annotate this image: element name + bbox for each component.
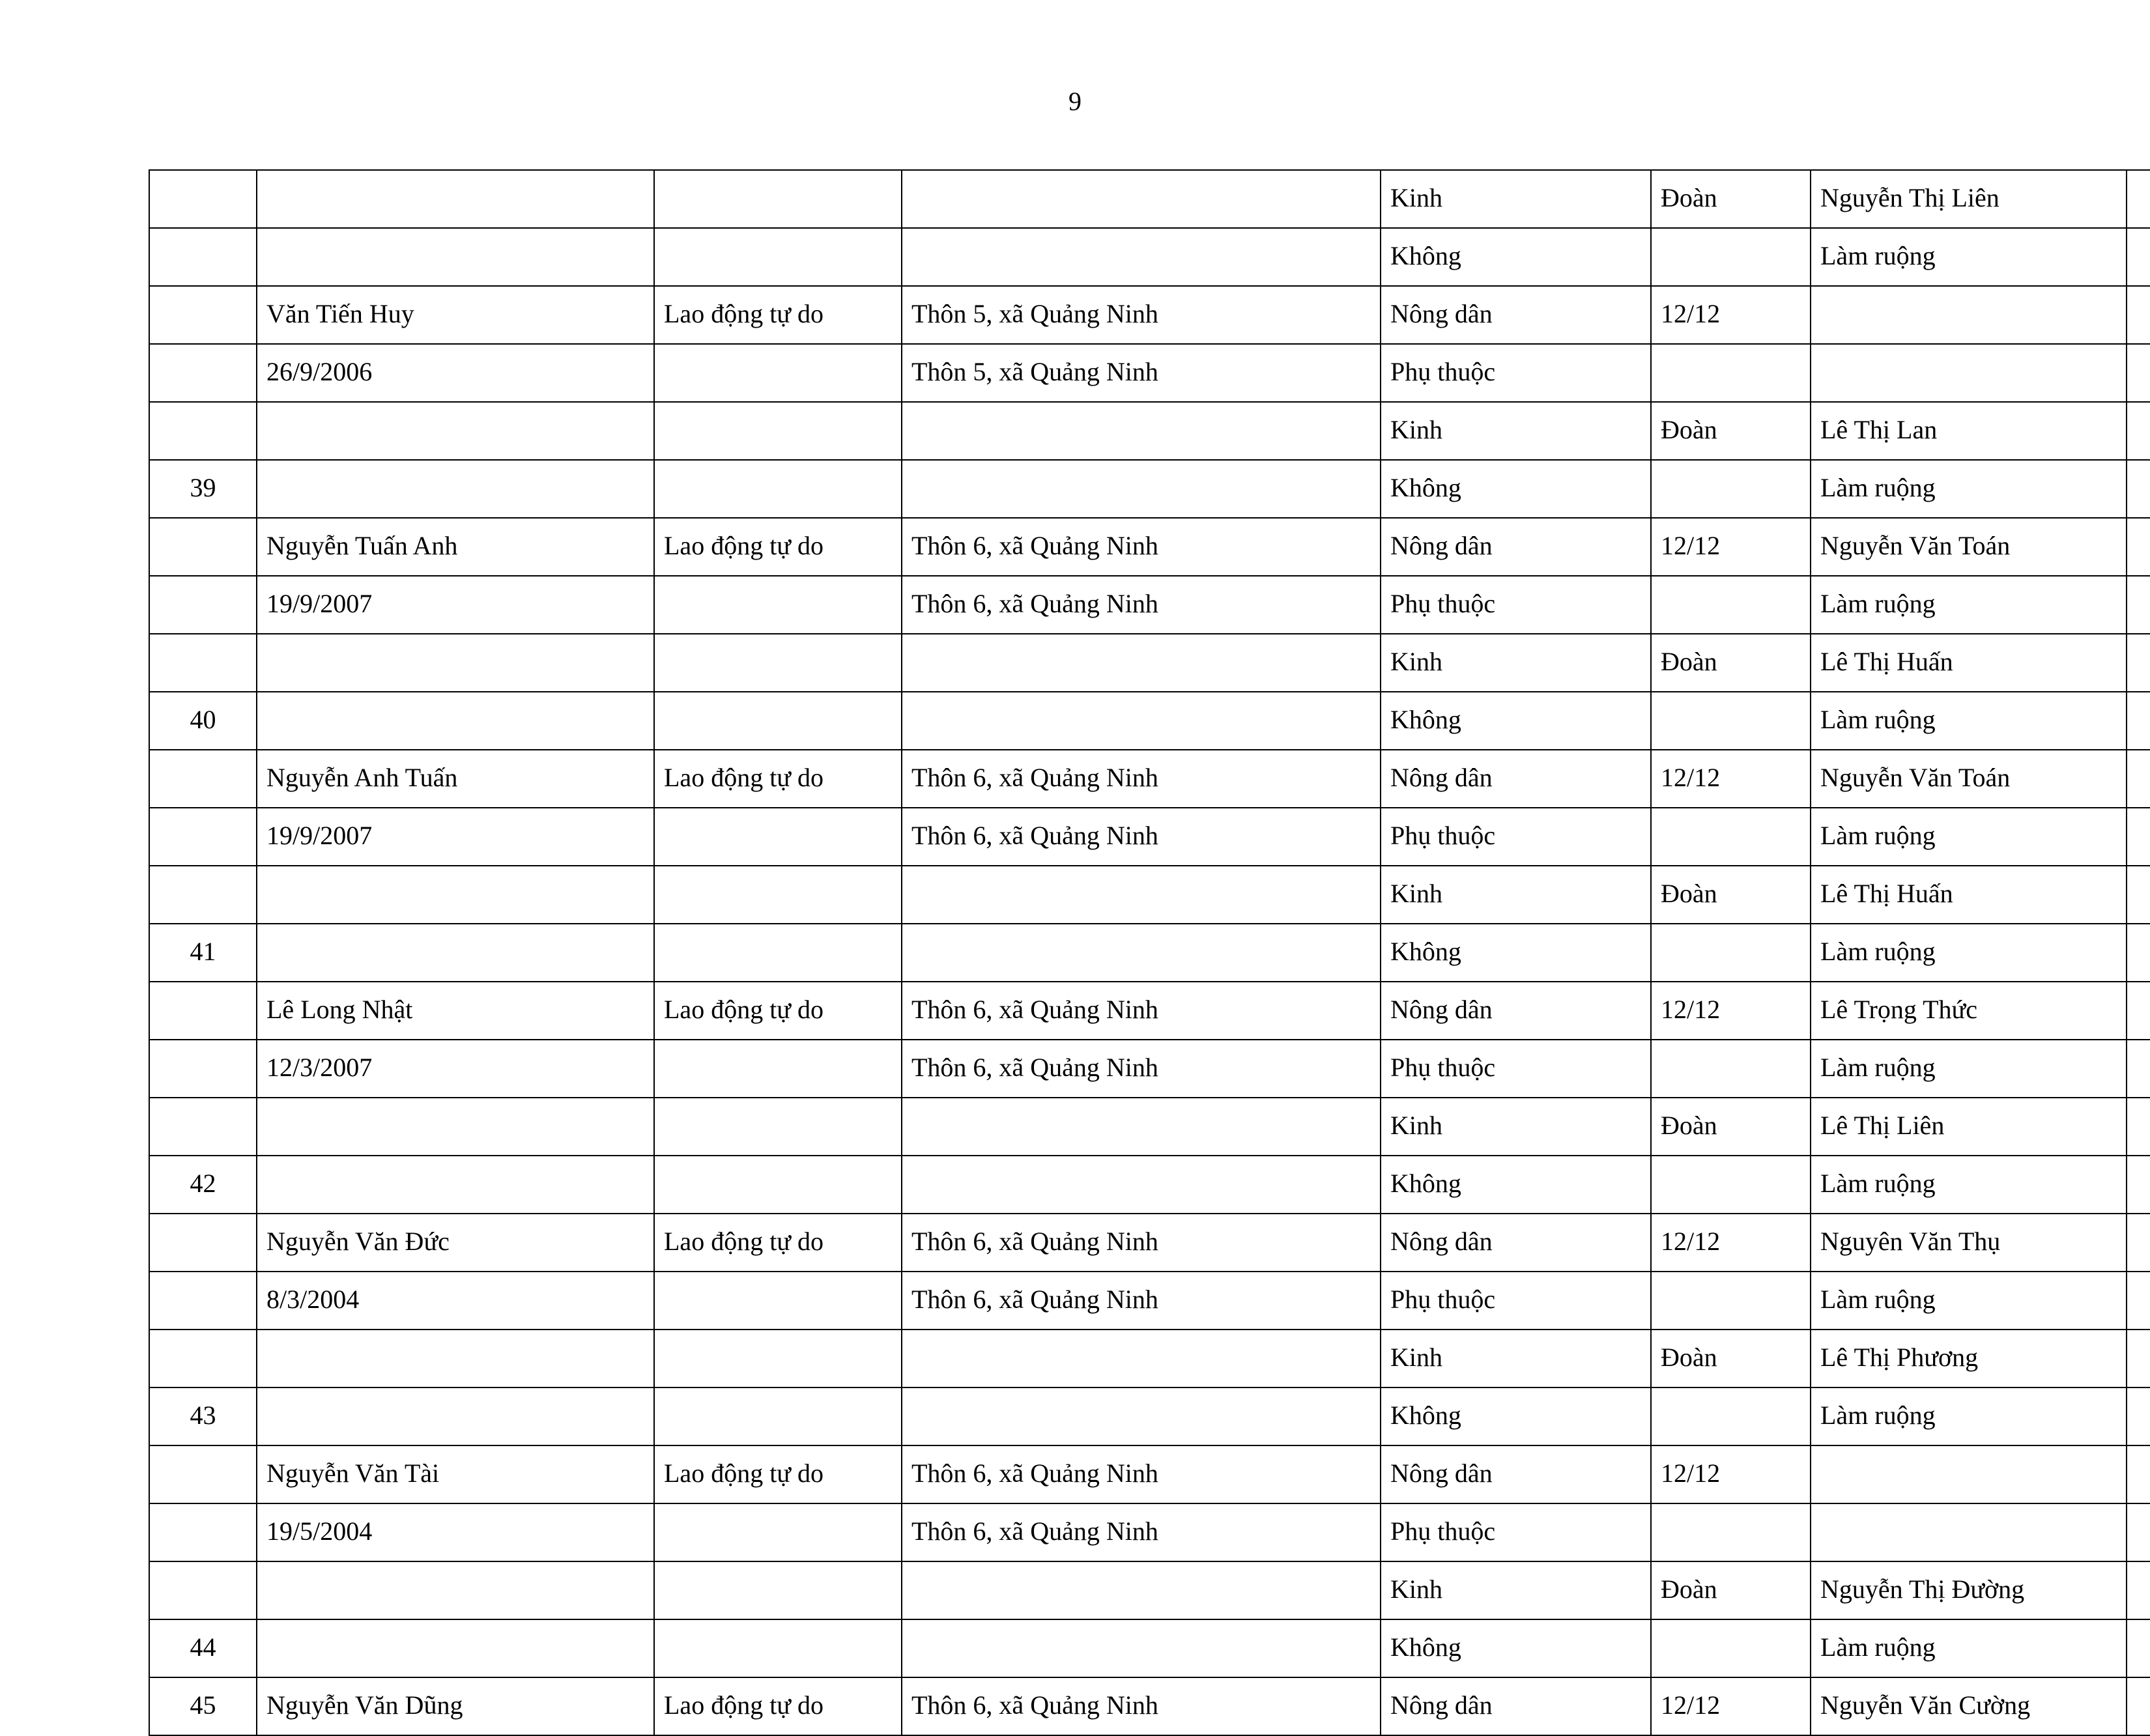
cell-name: 8/3/2004	[257, 1272, 654, 1330]
cell-name: 19/9/2007	[257, 808, 654, 866]
cell-job	[654, 1272, 902, 1330]
cell-class: Không	[1381, 1156, 1651, 1214]
cell-name: 19/5/2004	[257, 1503, 654, 1561]
cell-relative	[1811, 1503, 2127, 1561]
cell-stt	[149, 750, 257, 808]
table-row	[149, 460, 2150, 518]
cell-education	[1651, 1503, 1811, 1561]
cell-address: Thôn 6, xã Quảng Ninh	[902, 1214, 1381, 1272]
cell-stt	[149, 1330, 257, 1387]
cell-education: Đoàn	[1651, 634, 1811, 692]
cell-extra	[2127, 286, 2150, 344]
cell-stt	[149, 808, 257, 866]
cell-relative: Nguyễn Văn Toán	[1811, 750, 2127, 808]
table-row	[149, 1503, 2150, 1561]
cell-class: Kinh	[1381, 866, 1651, 924]
cell-class: Nông dân	[1381, 1214, 1651, 1272]
cell-relative	[1811, 286, 2127, 344]
cell-class: Kinh	[1381, 1561, 1651, 1619]
cell-class: Phụ thuộc	[1381, 1040, 1651, 1098]
cell-stt	[149, 576, 257, 634]
cell-job: Lao động tự do	[654, 1214, 902, 1272]
cell-address: Thôn 6, xã Quảng Ninh	[902, 808, 1381, 866]
table-row	[149, 634, 2150, 692]
cell-name: Lê Long Nhật	[257, 982, 654, 1040]
cell-job: Lao động tự do	[654, 1677, 902, 1735]
table-row	[149, 1156, 2150, 1214]
table-row	[149, 1214, 2150, 1272]
cell-job	[654, 170, 902, 228]
cell-address: Thôn 6, xã Quảng Ninh	[902, 1677, 1381, 1735]
cell-name	[257, 1156, 654, 1214]
cell-job	[654, 692, 902, 750]
cell-class: Không	[1381, 924, 1651, 982]
cell-extra	[2127, 576, 2150, 634]
cell-job	[654, 1561, 902, 1619]
cell-job	[654, 402, 902, 460]
cell-name	[257, 1387, 654, 1445]
cell-education	[1651, 924, 1811, 982]
cell-class: Phụ thuộc	[1381, 576, 1651, 634]
cell-job	[654, 808, 902, 866]
cell-relative: Làm ruộng	[1811, 692, 2127, 750]
cell-class: Không	[1381, 692, 1651, 750]
cell-education	[1651, 228, 1811, 286]
cell-address	[902, 460, 1381, 518]
cell-job: Lao động tự do	[654, 1445, 902, 1503]
cell-name	[257, 460, 654, 518]
cell-address	[902, 1619, 1381, 1677]
cell-extra	[2127, 750, 2150, 808]
cell-education	[1651, 808, 1811, 866]
cell-education	[1651, 1387, 1811, 1445]
cell-address	[902, 1330, 1381, 1387]
cell-education	[1651, 576, 1811, 634]
cell-extra	[2127, 170, 2150, 228]
cell-extra	[2127, 1156, 2150, 1214]
table-row	[149, 1330, 2150, 1387]
cell-extra	[2127, 1619, 2150, 1677]
table-row	[149, 576, 2150, 634]
cell-job: Lao động tự do	[654, 518, 902, 576]
cell-job	[654, 1098, 902, 1156]
table-row	[149, 1098, 2150, 1156]
table-row	[149, 286, 2150, 344]
cell-relative: Nguyễn Thị Liên	[1811, 170, 2127, 228]
cell-name: Nguyễn Văn Tài	[257, 1445, 654, 1503]
cell-extra	[2127, 866, 2150, 924]
cell-class: Nông dân	[1381, 1445, 1651, 1503]
cell-job	[654, 576, 902, 634]
cell-name: 26/9/2006	[257, 344, 654, 402]
cell-extra	[2127, 1387, 2150, 1445]
cell-relative: Làm ruộng	[1811, 808, 2127, 866]
cell-relative: Lê Thị Lan	[1811, 402, 2127, 460]
cell-education: Đoàn	[1651, 1561, 1811, 1619]
cell-job: Lao động tự do	[654, 750, 902, 808]
cell-address	[902, 1387, 1381, 1445]
cell-name	[257, 692, 654, 750]
cell-education	[1651, 344, 1811, 402]
cell-relative: Lê Trọng Thức	[1811, 982, 2127, 1040]
table-row	[149, 750, 2150, 808]
cell-stt	[149, 1214, 257, 1272]
cell-relative: Nguyễn Văn Cường	[1811, 1677, 2127, 1735]
cell-extra	[2127, 982, 2150, 1040]
table-row	[149, 1677, 2150, 1735]
cell-name	[257, 634, 654, 692]
cell-extra	[2127, 808, 2150, 866]
cell-class: Kinh	[1381, 1330, 1651, 1387]
cell-stt	[149, 634, 257, 692]
cell-stt	[149, 518, 257, 576]
cell-name	[257, 1330, 654, 1387]
cell-extra	[2127, 518, 2150, 576]
table-row	[149, 228, 2150, 286]
cell-job	[654, 1619, 902, 1677]
cell-relative: Làm ruộng	[1811, 228, 2127, 286]
cell-stt	[149, 1098, 257, 1156]
cell-education	[1651, 1272, 1811, 1330]
cell-education: Đoàn	[1651, 1330, 1811, 1387]
cell-stt: 42	[149, 1156, 257, 1214]
cell-address: Thôn 6, xã Quảng Ninh	[902, 1040, 1381, 1098]
cell-relative: Làm ruộng	[1811, 460, 2127, 518]
cell-extra	[2127, 460, 2150, 518]
cell-address	[902, 924, 1381, 982]
cell-relative: Lê Thị Phương	[1811, 1330, 2127, 1387]
cell-education	[1651, 1619, 1811, 1677]
cell-class: Kinh	[1381, 1098, 1651, 1156]
cell-job	[654, 924, 902, 982]
cell-education: 12/12	[1651, 1677, 1811, 1735]
cell-extra	[2127, 1214, 2150, 1272]
cell-address	[902, 1561, 1381, 1619]
cell-extra	[2127, 1330, 2150, 1387]
cell-class: Không	[1381, 460, 1651, 518]
cell-relative	[1811, 344, 2127, 402]
cell-job	[654, 228, 902, 286]
cell-name: Nguyễn Văn Đức	[257, 1214, 654, 1272]
cell-class: Nông dân	[1381, 518, 1651, 576]
cell-class: Nông dân	[1381, 750, 1651, 808]
cell-name	[257, 228, 654, 286]
cell-name	[257, 1098, 654, 1156]
cell-stt	[149, 402, 257, 460]
cell-address	[902, 634, 1381, 692]
page-number: 9	[1068, 87, 1082, 116]
cell-stt	[149, 866, 257, 924]
cell-name: Nguyễn Tuấn Anh	[257, 518, 654, 576]
cell-relative: Lê Thị Huấn	[1811, 634, 2127, 692]
cell-education: 12/12	[1651, 518, 1811, 576]
cell-job: Lao động tự do	[654, 982, 902, 1040]
cell-address	[902, 1098, 1381, 1156]
cell-education	[1651, 460, 1811, 518]
cell-class: Không	[1381, 228, 1651, 286]
cell-class: Kinh	[1381, 402, 1651, 460]
cell-class: Phụ thuộc	[1381, 1272, 1651, 1330]
cell-stt	[149, 1503, 257, 1561]
cell-education	[1651, 1156, 1811, 1214]
cell-extra	[2127, 344, 2150, 402]
cell-stt: 45	[149, 1677, 257, 1735]
cell-extra	[2127, 1561, 2150, 1619]
cell-extra	[2127, 402, 2150, 460]
cell-job	[654, 460, 902, 518]
cell-education: 12/12	[1651, 982, 1811, 1040]
table-row	[149, 982, 2150, 1040]
cell-address	[902, 866, 1381, 924]
cell-relative	[1811, 1445, 2127, 1503]
cell-extra	[2127, 228, 2150, 286]
cell-stt	[149, 1040, 257, 1098]
cell-address	[902, 692, 1381, 750]
cell-address: Thôn 6, xã Quảng Ninh	[902, 750, 1381, 808]
cell-name: Văn Tiến Huy	[257, 286, 654, 344]
cell-relative: Làm ruộng	[1811, 576, 2127, 634]
cell-name: 19/9/2007	[257, 576, 654, 634]
cell-extra	[2127, 1445, 2150, 1503]
citizen-list-table	[149, 169, 2150, 1736]
table-row	[149, 1040, 2150, 1098]
cell-class: Kinh	[1381, 170, 1651, 228]
cell-job	[654, 1387, 902, 1445]
cell-name: Nguyễn Anh Tuấn	[257, 750, 654, 808]
cell-job: Lao động tự do	[654, 286, 902, 344]
cell-name: 12/3/2007	[257, 1040, 654, 1098]
cell-job	[654, 1040, 902, 1098]
cell-stt	[149, 228, 257, 286]
cell-address	[902, 402, 1381, 460]
cell-name	[257, 1619, 654, 1677]
cell-class: Phụ thuộc	[1381, 344, 1651, 402]
cell-stt	[149, 1445, 257, 1503]
cell-job	[654, 866, 902, 924]
cell-name	[257, 170, 654, 228]
cell-stt: 39	[149, 460, 257, 518]
cell-job	[654, 1156, 902, 1214]
table-row	[149, 1619, 2150, 1677]
cell-relative: Làm ruộng	[1811, 1387, 2127, 1445]
cell-relative: Làm ruộng	[1811, 1619, 2127, 1677]
cell-relative: Làm ruộng	[1811, 1040, 2127, 1098]
table-row	[149, 924, 2150, 982]
cell-extra	[2127, 1272, 2150, 1330]
cell-address: Thôn 6, xã Quảng Ninh	[902, 1503, 1381, 1561]
cell-stt	[149, 286, 257, 344]
cell-class: Không	[1381, 1619, 1651, 1677]
table-row	[149, 1445, 2150, 1503]
cell-class: Nông dân	[1381, 982, 1651, 1040]
cell-address: Thôn 6, xã Quảng Ninh	[902, 518, 1381, 576]
cell-education: Đoàn	[1651, 402, 1811, 460]
cell-education: 12/12	[1651, 1445, 1811, 1503]
cell-extra	[2127, 1040, 2150, 1098]
cell-extra	[2127, 692, 2150, 750]
cell-stt	[149, 170, 257, 228]
cell-address: Thôn 6, xã Quảng Ninh	[902, 1445, 1381, 1503]
cell-address: Thôn 6, xã Quảng Ninh	[902, 576, 1381, 634]
cell-relative: Nguyên Văn Thụ	[1811, 1214, 2127, 1272]
citizen-list-table-wrapper	[149, 169, 2031, 1736]
cell-name	[257, 866, 654, 924]
cell-class: Không	[1381, 1387, 1651, 1445]
cell-education: 12/12	[1651, 750, 1811, 808]
cell-relative: Làm ruộng	[1811, 1156, 2127, 1214]
cell-education: Đoàn	[1651, 170, 1811, 228]
cell-relative: Làm ruộng	[1811, 924, 2127, 982]
cell-stt: 43	[149, 1387, 257, 1445]
table-body	[149, 170, 2150, 1735]
table-row	[149, 866, 2150, 924]
cell-extra	[2127, 924, 2150, 982]
cell-education: 12/12	[1651, 1214, 1811, 1272]
cell-address: Thôn 6, xã Quảng Ninh	[902, 1272, 1381, 1330]
cell-education: 12/12	[1651, 286, 1811, 344]
cell-relative: Làm ruộng	[1811, 1272, 2127, 1330]
cell-job	[654, 344, 902, 402]
cell-stt: 41	[149, 924, 257, 982]
cell-class: Phụ thuộc	[1381, 1503, 1651, 1561]
cell-relative: Nguyễn Thị Đường	[1811, 1561, 2127, 1619]
cell-address: Thôn 5, xã Quảng Ninh	[902, 344, 1381, 402]
table-row	[149, 170, 2150, 228]
cell-extra	[2127, 1098, 2150, 1156]
table-row	[149, 1561, 2150, 1619]
cell-job	[654, 1330, 902, 1387]
cell-extra	[2127, 1677, 2150, 1735]
table-row	[149, 692, 2150, 750]
cell-stt	[149, 1561, 257, 1619]
cell-class: Phụ thuộc	[1381, 808, 1651, 866]
cell-name	[257, 924, 654, 982]
cell-address	[902, 170, 1381, 228]
table-row	[149, 344, 2150, 402]
cell-relative: Lê Thị Huấn	[1811, 866, 2127, 924]
cell-job	[654, 1503, 902, 1561]
cell-extra	[2127, 634, 2150, 692]
cell-address	[902, 1156, 1381, 1214]
cell-education	[1651, 692, 1811, 750]
cell-education: Đoàn	[1651, 1098, 1811, 1156]
cell-class: Kinh	[1381, 634, 1651, 692]
cell-stt: 44	[149, 1619, 257, 1677]
cell-stt	[149, 1272, 257, 1330]
cell-name	[257, 402, 654, 460]
cell-stt	[149, 344, 257, 402]
cell-name: Nguyễn Văn Dũng	[257, 1677, 654, 1735]
cell-class: Nông dân	[1381, 1677, 1651, 1735]
table-row	[149, 1387, 2150, 1445]
cell-address: Thôn 5, xã Quảng Ninh	[902, 286, 1381, 344]
cell-relative: Lê Thị Liên	[1811, 1098, 2127, 1156]
cell-extra	[2127, 1503, 2150, 1561]
table-row	[149, 402, 2150, 460]
cell-education: Đoàn	[1651, 866, 1811, 924]
cell-name	[257, 1561, 654, 1619]
cell-education	[1651, 1040, 1811, 1098]
table-row	[149, 808, 2150, 866]
cell-address: Thôn 6, xã Quảng Ninh	[902, 982, 1381, 1040]
cell-job	[654, 634, 902, 692]
table-row	[149, 1272, 2150, 1330]
table-row	[149, 518, 2150, 576]
cell-class: Nông dân	[1381, 286, 1651, 344]
cell-relative: Nguyễn Văn Toán	[1811, 518, 2127, 576]
cell-stt: 40	[149, 692, 257, 750]
cell-address	[902, 228, 1381, 286]
cell-stt	[149, 982, 257, 1040]
